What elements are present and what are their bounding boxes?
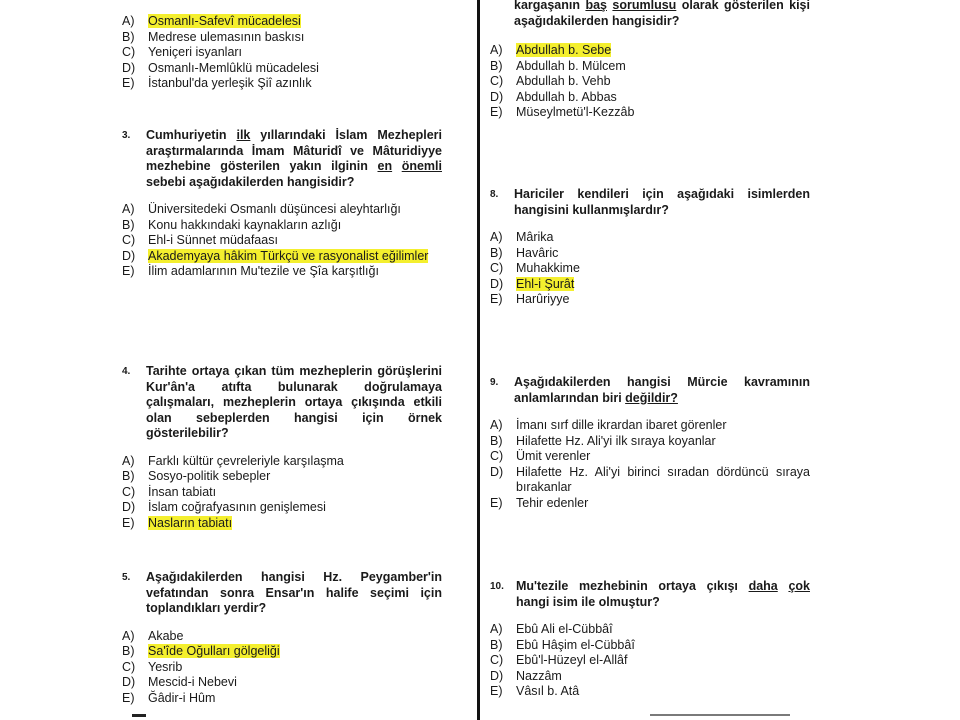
option-text	[516, 496, 810, 512]
answer-option	[490, 74, 810, 90]
option-letter: D)	[122, 248, 136, 263]
answer-option	[490, 43, 810, 59]
option-label: Ehl-i Sünnet müdafaası	[148, 233, 278, 247]
answer-option	[490, 292, 810, 308]
option-label: Müseylmetü'l-Kezzâb	[516, 105, 635, 119]
option-label: Mescid-i Nebevi	[148, 675, 237, 689]
option-label: İslam coğrafyasının genişlemesi	[148, 500, 326, 514]
option-text	[516, 465, 810, 496]
question-number: 9.	[490, 377, 499, 388]
answer-option	[122, 629, 442, 645]
option-label: Ebû Ali el-Cübbâî	[516, 622, 613, 636]
option-list	[490, 418, 810, 511]
question-stem: Tarihte ortaya çıkan tüm mezheplerin görüşlerini Kur'ân'a atıfta bulunarak doğrulamaya çalışmaları, mezheplerin ortaya çıkışında etkili olan sebeplerden hangisi için örnek gösterilebilir?	[146, 364, 442, 440]
highlighted-answer: Osmanlı-Safevî mücadelesi	[148, 14, 301, 28]
option-label: Farklı kültür çevreleriyle karşılaşma	[148, 453, 344, 468]
question-stem: Aşağıdakilerden hangisi Mürcie kavramının anlamlarından biri değildir?	[514, 375, 810, 405]
answer-option	[490, 90, 810, 106]
option-letter: E)	[490, 105, 503, 119]
option-label: Muhakkime	[516, 261, 580, 275]
option-letter: B)	[122, 217, 135, 232]
option-label: İnsan tabiatı	[148, 484, 217, 499]
option-list	[490, 622, 810, 700]
option-letter: C)	[122, 45, 136, 59]
option-letter: D)	[122, 675, 136, 689]
option-label: Mârika	[516, 230, 554, 244]
option-text	[516, 74, 810, 90]
option-letter: A)	[122, 14, 135, 28]
option-list	[122, 454, 442, 532]
question-stem: Mu'tezile mezhebinin ortaya çıkışı daha çok hangi isim ile olmuştur?	[516, 579, 810, 609]
option-list	[122, 202, 442, 280]
option-text	[516, 246, 810, 262]
option-letter: B)	[490, 58, 503, 73]
option-letter: B)	[490, 433, 503, 448]
option-label: Nazzâm	[516, 668, 562, 683]
option-letter: A)	[490, 43, 503, 57]
option-label: Osmanlı-Memlûklü mücadelesi	[148, 60, 319, 75]
question-number: 10.	[490, 581, 504, 592]
answer-option	[122, 264, 442, 280]
question-4	[122, 364, 442, 531]
option-text	[148, 485, 442, 501]
option-text	[516, 622, 810, 638]
answer-option	[122, 76, 442, 92]
option-letter: D)	[122, 60, 136, 75]
option-text	[148, 500, 442, 516]
option-label: Ğâdir-i Hûm	[148, 690, 216, 705]
answer-option	[122, 249, 442, 265]
option-letter: C)	[490, 653, 504, 667]
highlighted-answer: Ehl-i Şurât	[516, 276, 575, 291]
option-letter: A)	[122, 453, 135, 468]
option-text	[148, 675, 442, 691]
option-text	[148, 629, 442, 645]
answer-option	[122, 45, 442, 61]
option-label: Yesrib	[148, 659, 183, 674]
option-text	[516, 105, 810, 121]
option-letter: E)	[490, 495, 503, 510]
option-letter: C)	[490, 449, 504, 463]
option-text	[148, 76, 442, 92]
option-text	[516, 638, 810, 654]
question-3	[122, 128, 442, 280]
answer-option	[490, 434, 810, 450]
question-stem: Hariciler kendileri için aşağıdaki isimlerden hangisini kullanmışlardır?	[514, 187, 810, 217]
option-label: Vâsıl b. Atâ	[516, 684, 580, 698]
option-label: Konu hakkındaki kaynakların azlığı	[148, 217, 342, 232]
answer-option	[490, 277, 810, 293]
answer-option	[490, 496, 810, 512]
option-text	[148, 516, 442, 532]
option-label: İstanbul'da yerleşik Şiî azınlık	[148, 76, 312, 90]
question-number: 4.	[122, 366, 131, 377]
option-letter: A)	[490, 418, 503, 432]
answer-option	[490, 418, 810, 434]
option-text	[148, 264, 442, 280]
option-letter: B)	[122, 469, 135, 483]
option-label: Abdullah b. Mülcem	[516, 58, 626, 73]
option-label: Tehir edenler	[516, 495, 589, 510]
option-letter: A)	[490, 622, 503, 636]
highlighted-answer: Akademyaya hâkim Türkçü ve rasyonalist eğilimler	[148, 248, 429, 263]
option-letter: B)	[490, 637, 503, 652]
option-text	[148, 202, 442, 218]
option-list	[490, 43, 810, 121]
option-text	[516, 669, 810, 685]
option-label: Akabe	[148, 628, 184, 643]
answer-option	[490, 230, 810, 246]
option-letter: D)	[490, 668, 504, 683]
option-letter: D)	[490, 464, 504, 479]
option-text	[148, 14, 442, 30]
answer-option	[490, 653, 810, 669]
option-text	[148, 691, 442, 707]
option-text	[516, 59, 810, 75]
column-divider	[477, 0, 480, 720]
answer-option	[122, 485, 442, 501]
option-text	[516, 43, 810, 59]
option-label: Üniversitedeki Osmanlı düşüncesi aleyhtarlığı	[148, 202, 401, 216]
question-5	[122, 570, 442, 706]
question-number: 8.	[490, 189, 499, 200]
option-letter: C)	[490, 74, 504, 88]
option-list	[122, 629, 442, 707]
answer-option	[122, 691, 442, 707]
option-text	[148, 644, 442, 660]
option-letter: A)	[490, 230, 503, 244]
option-letter: E)	[122, 690, 135, 705]
option-text	[148, 233, 442, 249]
answer-option	[490, 669, 810, 685]
option-text	[148, 469, 442, 485]
option-label: Abdullah b. Vehb	[516, 74, 611, 88]
option-text	[148, 30, 442, 46]
question-stem: Cumhuriyetin ilk yıllarındaki İslam Mezhepleri araştırmalarında İmam Mâturidî ve Mâturidiyye mezhebine gösterilen yakın ilginin en önemli sebebi aşağıdakilerden hangisidir?	[146, 128, 442, 189]
option-text	[148, 45, 442, 61]
option-label: İmanı sırf dille ikrardan ibaret görenler	[516, 418, 727, 432]
option-letter: B)	[122, 644, 135, 658]
option-letter: B)	[122, 29, 135, 44]
option-text	[148, 454, 442, 470]
question-8	[490, 187, 810, 308]
option-text	[516, 653, 810, 669]
option-text	[148, 61, 442, 77]
option-letter: C)	[122, 484, 136, 499]
option-label: İlim adamlarının Mu'tezile ve Şîa karşıtlığı	[148, 264, 379, 278]
answer-option	[122, 454, 442, 470]
answer-option	[122, 500, 442, 516]
option-label: Harûriyye	[516, 292, 570, 306]
option-label: Medrese ulemasının baskısı	[148, 29, 305, 44]
option-text	[516, 292, 810, 308]
option-text	[148, 660, 442, 676]
option-label: Sosyo-politik sebepler	[148, 469, 271, 483]
option-text	[148, 249, 442, 265]
question-number: 3.	[122, 130, 131, 141]
option-label: Hilafette Hz. Ali'yi birinci sıradan dördüncü sıraya bırakanlar	[516, 464, 810, 494]
answer-option	[490, 105, 810, 121]
option-letter: A)	[122, 628, 135, 643]
footer-mark	[650, 714, 790, 716]
answer-option	[490, 684, 810, 700]
option-letter: E)	[490, 292, 503, 306]
option-text	[148, 218, 442, 234]
answer-option	[122, 516, 442, 532]
option-letter: C)	[122, 233, 136, 247]
question-number: 5.	[122, 572, 131, 583]
option-label: Ebû'l-Hüzeyl el-Allâf	[516, 653, 628, 667]
option-letter: E)	[122, 264, 135, 278]
option-text	[516, 449, 810, 465]
option-letter: B)	[490, 245, 503, 260]
option-label: Yeniçeri isyanları	[148, 45, 243, 59]
option-letter: A)	[122, 202, 135, 216]
answer-option	[122, 644, 442, 660]
option-label: Ümit verenler	[516, 449, 591, 463]
option-label: Hilafette Hz. Ali'yi ilk sıraya koyanlar	[516, 433, 716, 448]
option-text	[516, 434, 810, 450]
answer-option	[490, 59, 810, 75]
answer-option	[122, 30, 442, 46]
option-text	[516, 230, 810, 246]
answer-option	[490, 246, 810, 262]
option-label: Abdullah b. Abbas	[516, 89, 617, 104]
answer-option	[122, 218, 442, 234]
option-letter: D)	[490, 276, 504, 291]
option-text	[516, 90, 810, 106]
option-label: Ebû Hâşim el-Cübbâî	[516, 637, 635, 652]
answer-option	[490, 449, 810, 465]
answer-option	[490, 638, 810, 654]
option-letter: E)	[122, 76, 135, 90]
answer-option	[122, 675, 442, 691]
option-text	[516, 418, 810, 434]
footer-mark	[132, 714, 146, 717]
highlighted-answer: Nasların tabiatı	[148, 515, 233, 530]
question-stem: kargaşanın baş sorumlusu olarak gösterilen kişi aşağıdakilerden hangisidir?	[514, 0, 810, 28]
question-2-options	[122, 14, 442, 92]
option-text	[516, 277, 810, 293]
option-text	[516, 684, 810, 700]
option-letter: E)	[490, 684, 503, 698]
option-list	[122, 14, 442, 92]
answer-option	[490, 261, 810, 277]
option-text	[516, 261, 810, 277]
option-letter: E)	[122, 515, 135, 530]
answer-option	[122, 233, 442, 249]
option-label: Havâric	[516, 245, 559, 260]
answer-option	[122, 469, 442, 485]
question-7-continued	[490, 0, 810, 121]
option-list	[490, 230, 810, 308]
option-letter: C)	[122, 659, 136, 674]
option-letter: D)	[490, 89, 504, 104]
highlighted-answer: Abdullah b. Sebe	[516, 43, 612, 57]
answer-option	[122, 14, 442, 30]
answer-option	[490, 465, 810, 496]
answer-option	[122, 202, 442, 218]
option-letter: D)	[122, 500, 136, 514]
question-10	[490, 579, 810, 700]
answer-option	[122, 660, 442, 676]
answer-option	[490, 622, 810, 638]
question-stem: Aşağıdakilerden hangisi Hz. Peygamber'in vefatından sonra Ensar'ın halife seçimi için toplandıkları yerdir?	[146, 570, 442, 615]
option-letter: C)	[490, 261, 504, 275]
answer-option	[122, 61, 442, 77]
highlighted-answer: Sa'îde Oğulları gölgeliği	[148, 644, 280, 658]
question-9	[490, 375, 810, 511]
